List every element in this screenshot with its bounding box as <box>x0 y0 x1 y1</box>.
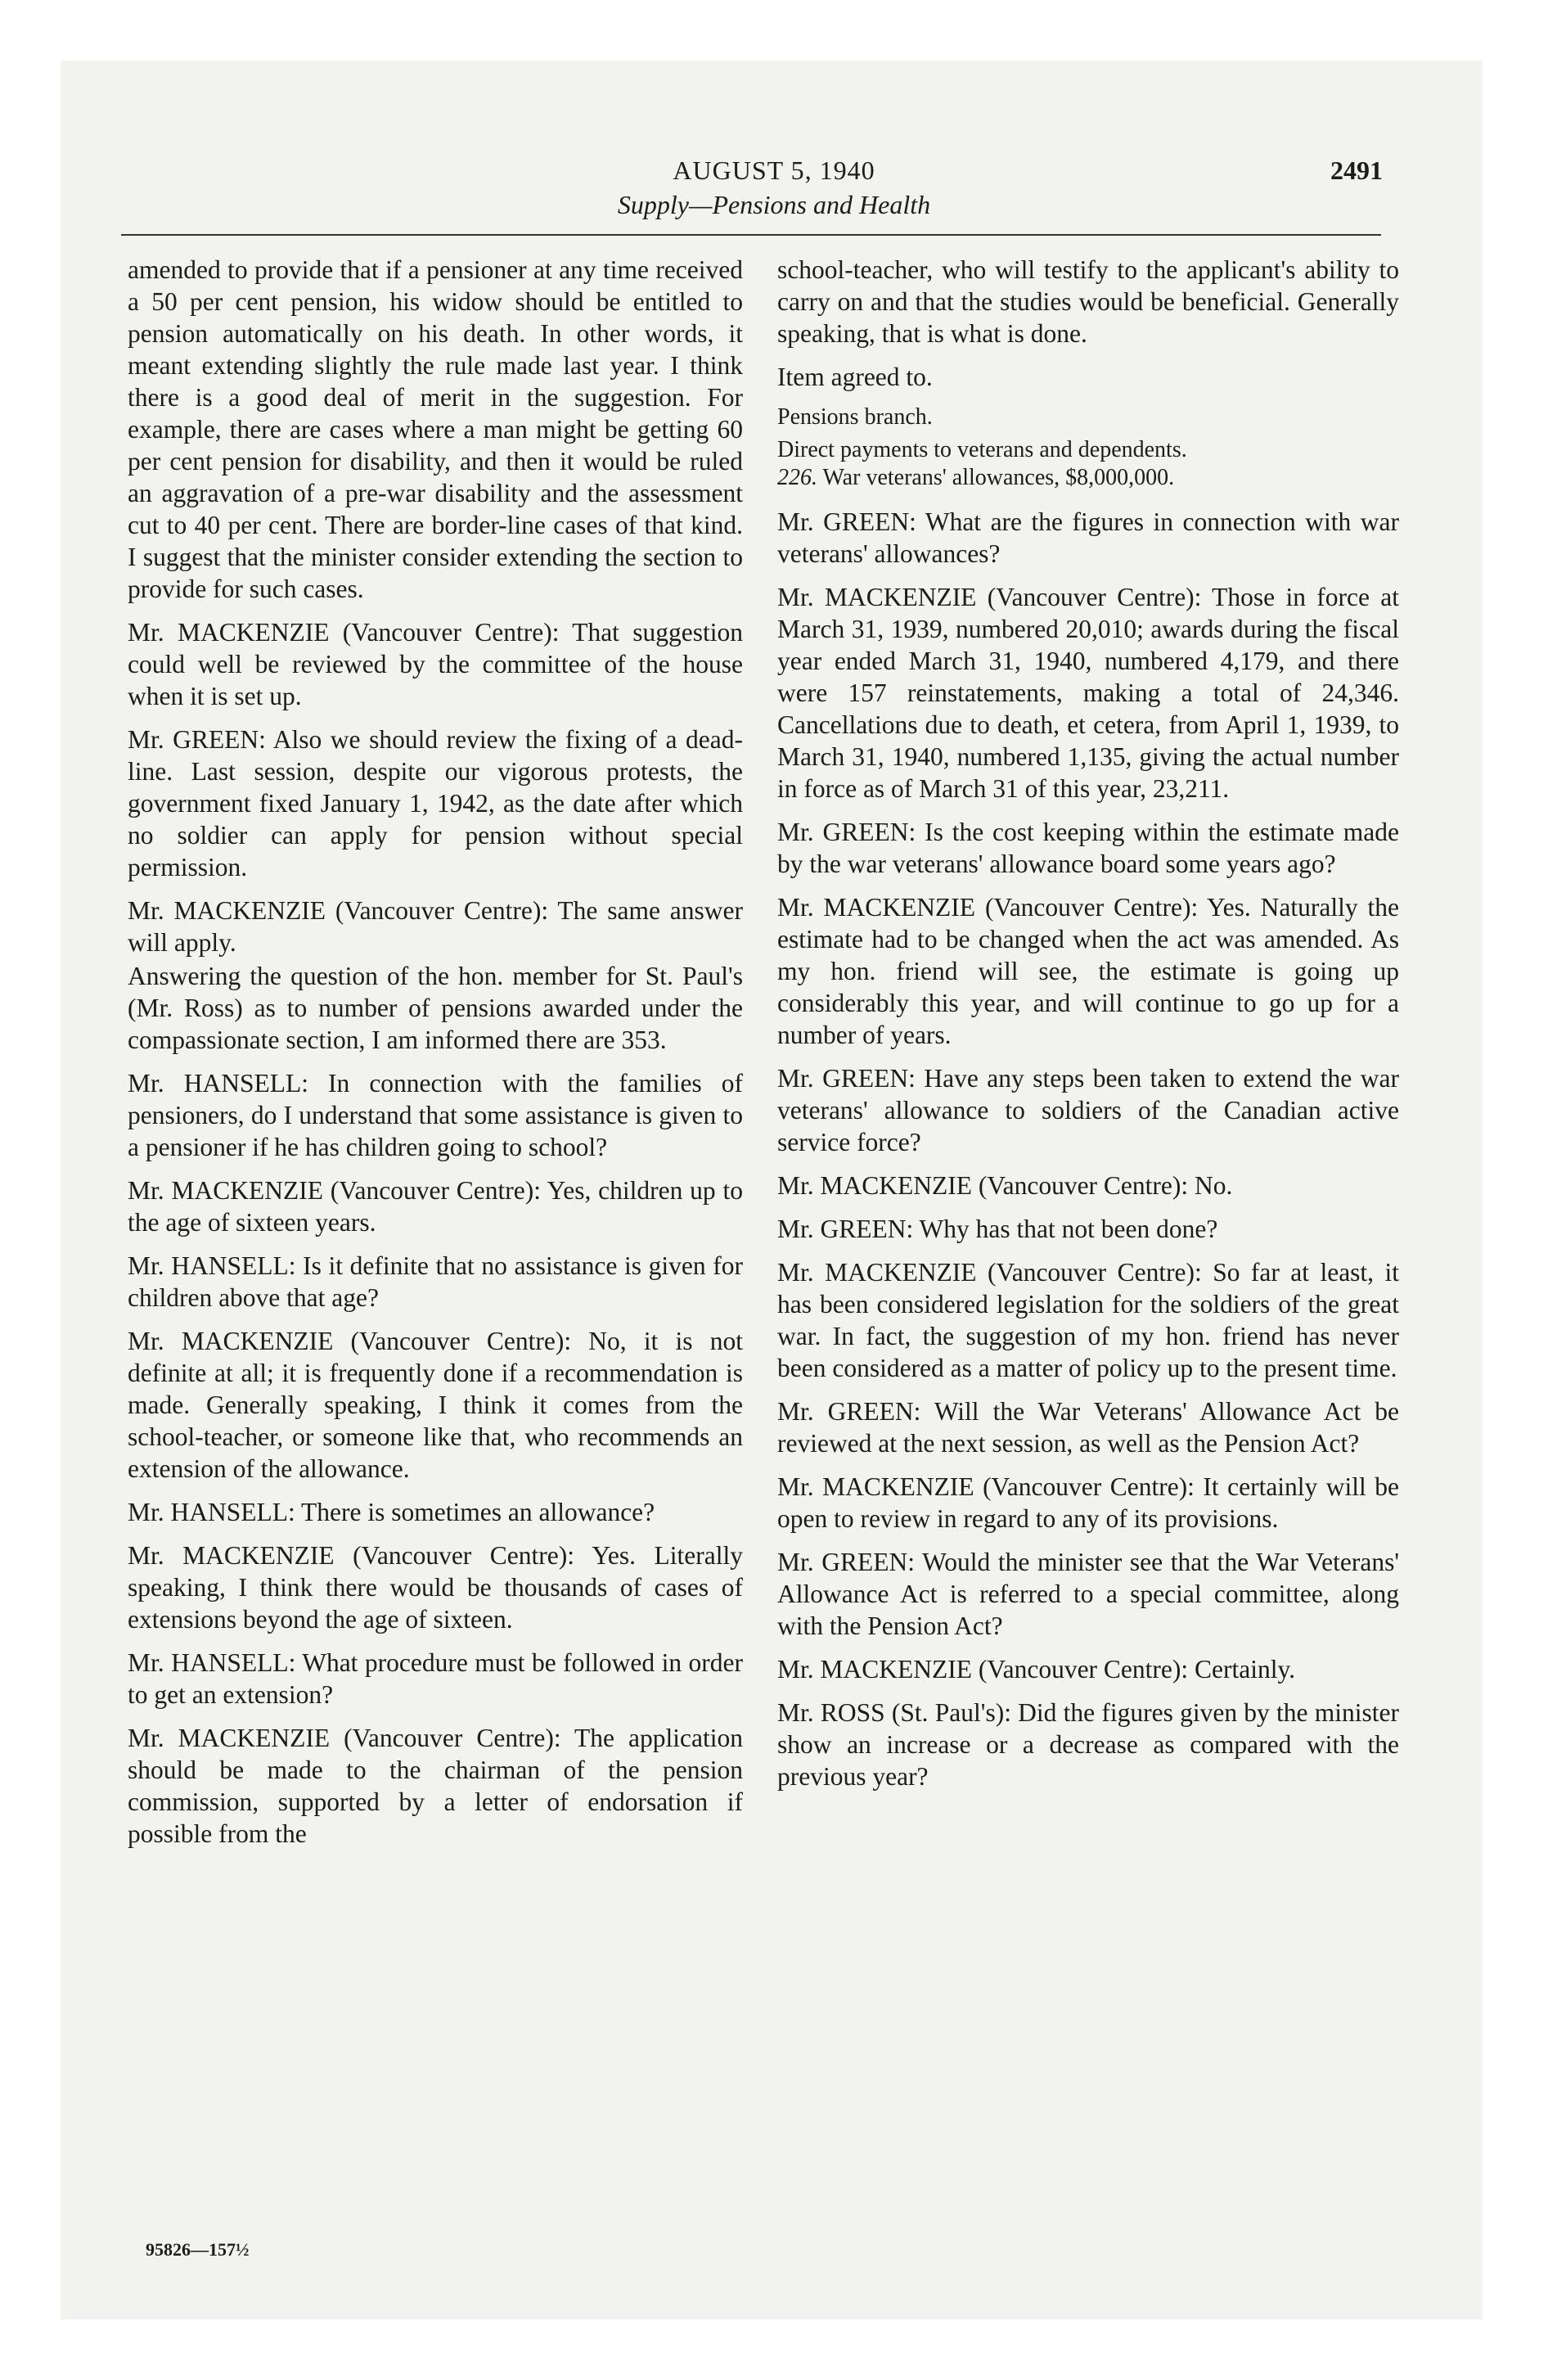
paragraph: Mr. MACKENZIE (Vancouver Centre): Those in force at March 31, 1939, numbered 20,010; awards during the fiscal year ended March 31, 1940, numbered 4,179, and there were 157 reinstatements, making a total of 24,346. Cancellations due to death, et cetera, from April 1, 1939, to March 31, 1940, numbered 1,135, giving the actual number in force as of March 31 of this year, 23,211. <box>777 583 1399 803</box>
item-number: 226. <box>777 465 817 490</box>
paragraph: Mr. ROSS (St. Paul's): Did the figures given by the minister show an increase or a decrease as compared with the previous year? <box>777 1698 1399 1791</box>
paragraph: Mr. HANSELL: In connection with the families of pensioners, do I understand that some assistance is given to a pensioner if he has children going to school? <box>128 1069 743 1161</box>
paragraph: Mr. GREEN: Will the War Veterans' Allowance Act be reviewed at the next session, as well as the Pension Act? <box>777 1397 1399 1458</box>
branch-heading: Pensions branch. <box>777 404 933 430</box>
page-section-title: Supply—Pensions and Health <box>617 190 931 219</box>
paragraph: Mr. HANSELL: There is sometimes an allowance? <box>128 1498 655 1526</box>
paragraph: Mr. MACKENZIE (Vancouver Centre): The application should be made to the chairman of the pension commission, supported by a letter of endorsation if possible from the <box>128 1724 743 1848</box>
paragraph: Mr. MACKENZIE (Vancouver Centre): That suggestion could well be reviewed by the committee of the house when it is set up. <box>128 618 743 710</box>
paragraph: Item agreed to. <box>777 363 933 391</box>
header-rule <box>121 234 1381 236</box>
paragraph: Mr. GREEN: Why has that not been done? <box>777 1215 1218 1243</box>
paragraph: Mr. MACKENZIE (Vancouver Centre): So far at least, it has been considered legislation for the soldiers of the great war. In fact, the suggestion of my hon. friend has never been considered as a matter of policy up to the present time. <box>777 1258 1399 1382</box>
paragraph: Mr. MACKENZIE (Vancouver Centre): Yes. Literally speaking, I think there would be thousands of cases of extensions beyond the age of sixteen. <box>128 1541 743 1634</box>
paragraph: school-teacher, who will testify to the applicant's ability to carry on and that the studies would be beneficial. Generally speaking, that is what is done. <box>777 255 1399 348</box>
paragraph: Mr. GREEN: Also we should review the fixing of a dead-line. Last session, despite our vigorous protests, the government fixed January 1, 1942, as the date after which no soldier can apply for pension without special permission. <box>128 725 743 881</box>
paragraph: Mr. GREEN: Is the cost keeping within the estimate made by the war veterans' allowance board some years ago? <box>777 818 1399 878</box>
paragraph: Mr. MACKENZIE (Vancouver Centre): Yes, children up to the age of sixteen years. <box>128 1176 743 1237</box>
paragraph: Mr. MACKENZIE (Vancouver Centre): No. <box>777 1171 1233 1200</box>
paragraph: Mr. GREEN: Have any steps been taken to extend the war veterans' allowance to soldiers of the Canadian active service force? <box>777 1064 1399 1156</box>
paragraph: Mr. GREEN: Would the minister see that the War Veterans' Allowance Act is referred to a special committee, along with the Pension Act? <box>777 1548 1399 1640</box>
page-date: AUGUST 5, 1940 <box>673 156 875 185</box>
right-column <box>777 254 1399 1804</box>
item-text: War veterans' allowances, $8,000,000. <box>822 465 1175 490</box>
paragraph: Mr. GREEN: What are the figures in connection with war veterans' allowances? <box>777 507 1399 568</box>
paragraph: Mr. HANSELL: What procedure must be followed in order to get an extension? <box>128 1648 743 1709</box>
paragraph: Mr. MACKENZIE (Vancouver Centre): Yes. Naturally the estimate had to be changed when the act was amended. As my hon. friend will see, the estimate is going up considerably this year, and will continue to go up for a number of years. <box>777 893 1399 1049</box>
paragraph: Mr. MACKENZIE (Vancouver Centre): No, it is not definite at all; it is frequently done if a recommendation is made. Generally speaking, I think it comes from the school-teacher, or someone like that, who recommends an extension of the allowance. <box>128 1327 743 1483</box>
left-column <box>128 254 743 1861</box>
page-number: 2491 <box>1330 156 1383 185</box>
paragraph: Mr. HANSELL: Is it definite that no assistance is given for children above that age? <box>128 1251 743 1312</box>
printer-signature: 95826—157½ <box>146 2239 250 2260</box>
paragraph: Mr. MACKENZIE (Vancouver Centre): The same answer will apply. <box>128 896 743 957</box>
estimate-item <box>777 465 1399 491</box>
paragraph: Mr. MACKENZIE (Vancouver Centre): It certainly will be open to review in regard to any of its provisions. <box>777 1472 1399 1533</box>
paragraph: Mr. MACKENZIE (Vancouver Centre): Certainly. <box>777 1655 1296 1684</box>
paragraph: Answering the question of the hon. member for St. Paul's (Mr. Ross) as to number of pensions awarded under the compassionate section, I am informed there are 353. <box>128 962 743 1054</box>
paragraph: amended to provide that if a pensioner at any time received a 50 per cent pension, his widow should be entitled to pension automatically on his death. In other words, it meant extending slightly the rule made last year. I think there is a good deal of merit in the suggestion. For example, there are cases where a man might be getting 60 per cent pension for disability, and then it would be ruled an aggravation of a pre-war disability and the assessment cut to 40 per cent. There are border-line cases of that kind. I suggest that the minister consider extending the section to provide for such cases. <box>128 255 743 603</box>
subheading: Direct payments to veterans and dependents. <box>777 437 1187 462</box>
